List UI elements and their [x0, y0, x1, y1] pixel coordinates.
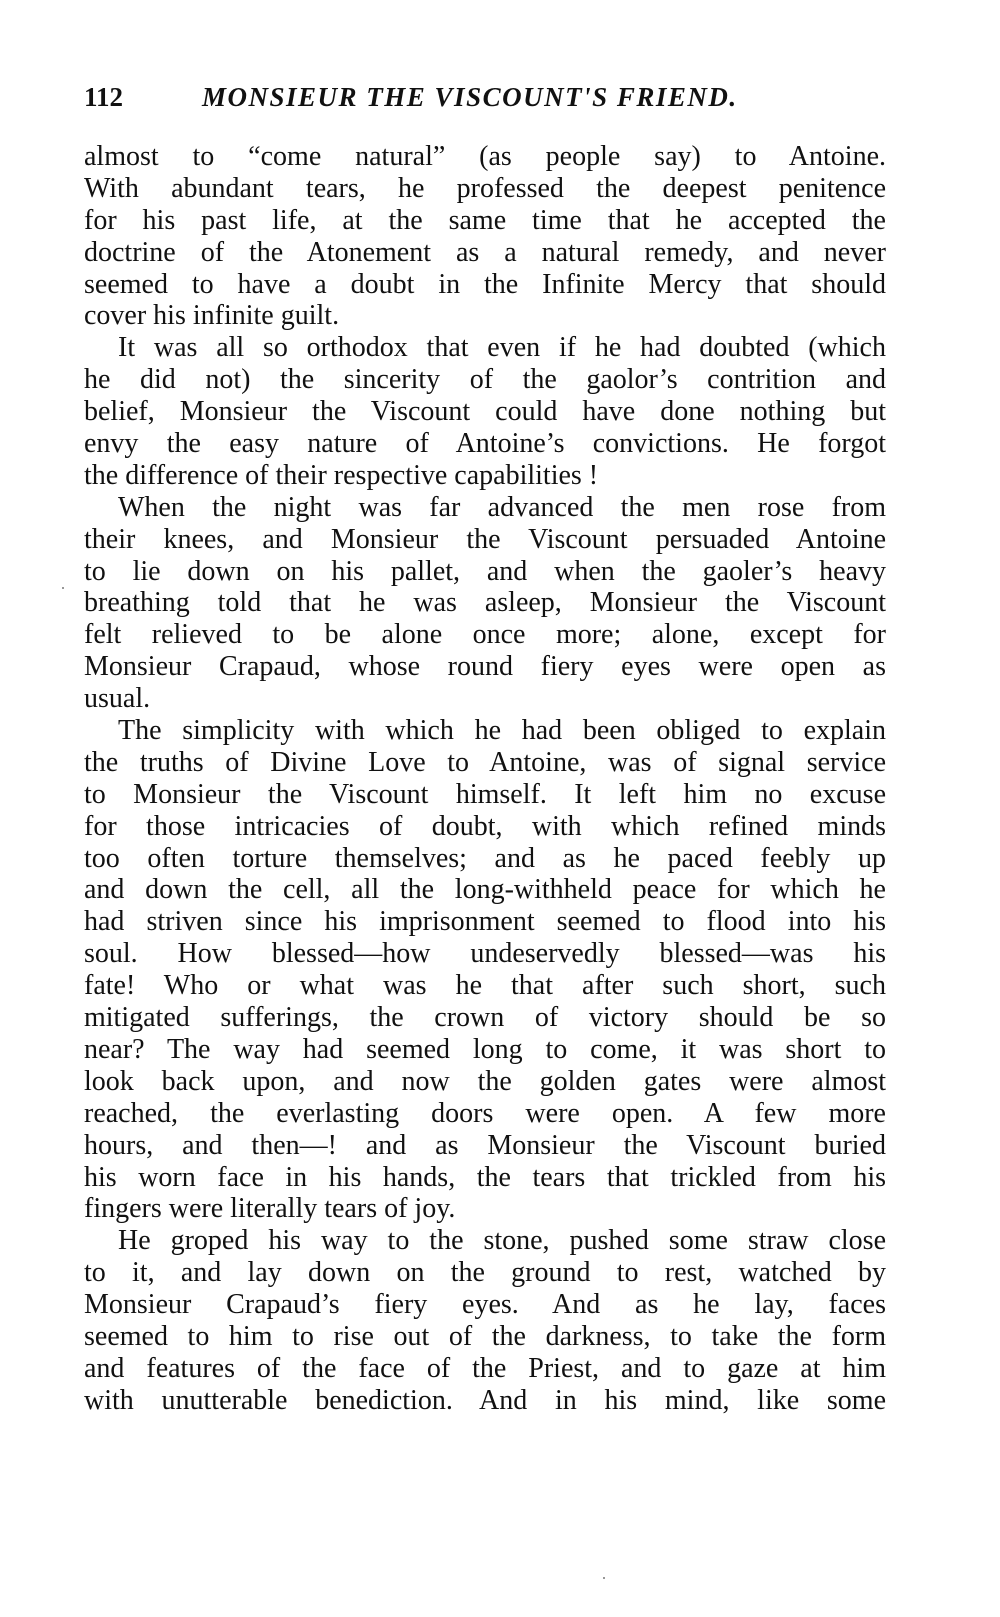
text-line: He groped his way to the stone, pushed some straw close	[118, 1225, 886, 1257]
text-line: almost to “come natural” (as people say) to Antoine.	[84, 141, 886, 172]
text-line: mitigated sufferings, the crown of victory should be so	[84, 1002, 886, 1034]
text-line: and features of the face of the Priest, and to gaze at him	[84, 1352, 886, 1384]
paragraph	[84, 492, 886, 715]
text-line: seemed to have a doubt in the Infinite Mercy that should	[84, 268, 886, 300]
text-line: belief, Monsieur the Viscount could have done nothing but	[84, 396, 886, 428]
text-line: envy the easy nature of Antoine’s convictions. He forgot	[84, 428, 886, 460]
text-line: Monsieur Crapaud’s fiery eyes. And as he lay, faces	[84, 1289, 886, 1321]
text-line: the difference of their respective capabilities !	[84, 459, 599, 491]
paragraph	[84, 1225, 886, 1416]
paper-speck	[62, 587, 64, 589]
text-line: look back upon, and now the golden gates were almost	[84, 1065, 886, 1097]
text-line: When the night was far advanced the men rose from	[118, 491, 886, 523]
text-line: and down the cell, all the long-withheld peace for which he	[84, 874, 886, 906]
text-line: to it, and lay down on the ground to rest, watched by	[84, 1257, 886, 1289]
text-line: with unutterable benediction. And in his mind, like some	[84, 1384, 886, 1416]
text-line: fate! Who or what was he that after such short, such	[84, 970, 886, 1002]
paragraph	[84, 141, 886, 332]
text-line: to Monsieur the Viscount himself. It left him no excuse	[84, 778, 886, 810]
paragraph	[84, 715, 886, 1225]
text-line: reached, the everlasting doors were open. A few more	[84, 1097, 886, 1129]
page-number: 112	[84, 82, 124, 112]
body-text	[84, 141, 886, 1417]
text-line: With abundant tears, he professed the deepest penitence	[84, 172, 886, 204]
text-line: his worn face in his hands, the tears that trickled from his	[84, 1161, 886, 1193]
text-line: he did not) the sincerity of the gaolor’s contrition and	[84, 364, 886, 396]
text-line: the truths of Divine Love to Antoine, was of signal service	[84, 746, 886, 778]
text-line: their knees, and Monsieur the Viscount persuaded Antoine	[84, 523, 886, 555]
text-line: too often torture themselves; and as he paced feebly up	[84, 842, 886, 874]
text-line: fingers were literally tears of joy.	[84, 1193, 456, 1225]
text-line: seemed to him to rise out of the darkness, to take the form	[84, 1320, 886, 1352]
text-line: to lie down on his pallet, and when the gaoler’s heavy	[84, 555, 886, 587]
paragraph	[84, 332, 886, 491]
text-line: The simplicity with which he had been obliged to explain	[118, 715, 886, 747]
page-header	[84, 82, 884, 122]
text-line: doctrine of the Atonement as a natural remedy, and never	[84, 236, 886, 268]
running-title: MONSIEUR THE VISCOUNT'S FRIEND.	[202, 82, 738, 112]
text-line: usual.	[84, 683, 151, 715]
text-line: breathing told that he was asleep, Monsieur the Viscount	[84, 587, 886, 619]
text-line: It was all so orthodox that even if he had doubted (which	[118, 332, 886, 364]
text-line: cover his infinite guilt.	[84, 300, 340, 332]
text-line: had striven since his imprisonment seemed to flood into his	[84, 906, 886, 938]
text-line: for those intricacies of doubt, with which refined minds	[84, 810, 886, 842]
text-line: felt relieved to be alone once more; alone, except for	[84, 619, 886, 651]
text-line: for his past life, at the same time that he accepted the	[84, 204, 886, 236]
paper-speck	[603, 1577, 605, 1579]
text-line: hours, and then—! and as Monsieur the Viscount buried	[84, 1129, 886, 1161]
text-line: near? The way had seemed long to come, it was short to	[84, 1033, 886, 1065]
text-line: Monsieur Crapaud, whose round fiery eyes were open as	[84, 651, 886, 683]
text-line: soul. How blessed—how undeservedly blessed—was his	[84, 938, 886, 970]
